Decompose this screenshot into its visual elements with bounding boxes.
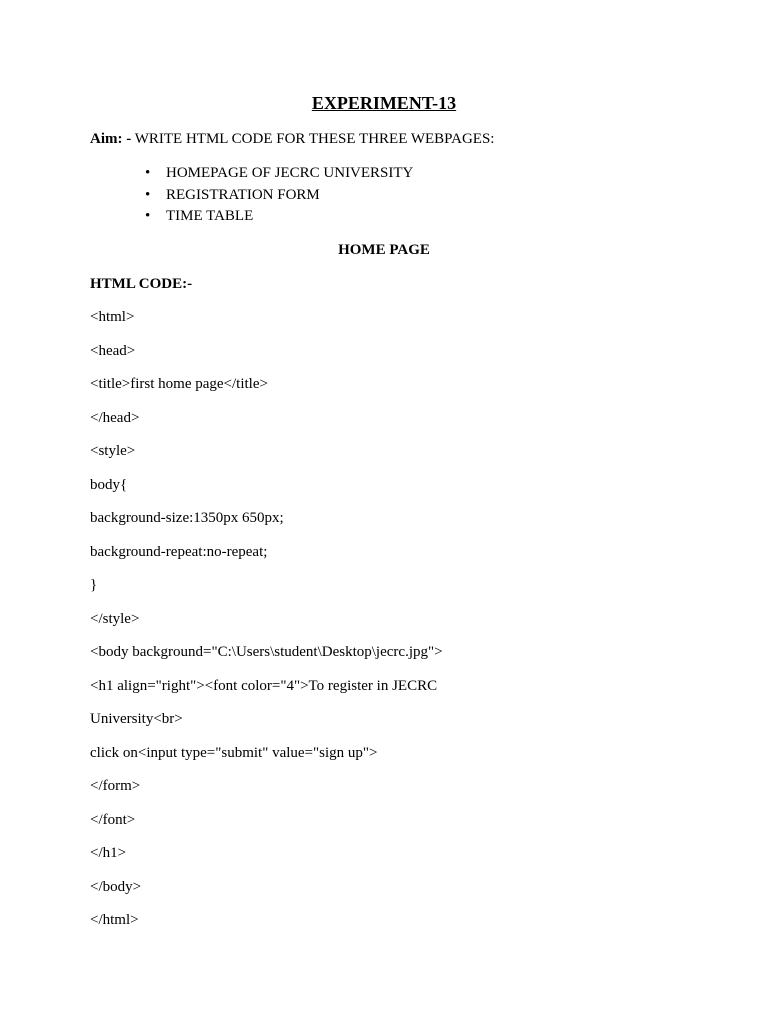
code-line: <title>first home page</title> [90,376,268,392]
aim-label: Aim: - [90,131,132,147]
code-listing [90,307,443,944]
list-item [145,163,413,185]
bullet-icon: • [145,186,151,203]
code-line: <h1 align="right"><font color="4">To register in JECRC [90,677,438,694]
code-heading: HTML CODE:- [90,276,193,292]
bullet-icon: • [145,208,151,224]
webpage-list [145,163,413,228]
code-line: } [90,577,98,593]
code-line: </head> [90,409,140,426]
list-item-text: TIME TABLE [166,208,254,224]
list-item-text: REGISTRATION FORM [166,186,320,203]
aim-text: WRITE HTML CODE FOR THESE THREE WEBPAGES: [131,131,495,147]
code-line: </html> [90,912,139,928]
code-line: <head> [90,342,136,359]
code-line: background-size:1350px 650px; [90,510,284,526]
code-line: <body background="C:\Users\student\Desktop\jecrc.jpg"> [90,644,443,660]
list-item-text: HOMEPAGE OF JECRC UNIVERSITY [166,165,414,181]
section-heading: HOME PAGE [338,242,430,258]
code-line: </font> [90,811,136,828]
aim-statement [90,129,494,149]
list-item [145,185,413,207]
code-line: </style> [90,610,140,627]
code-line: </form> [90,778,141,794]
code-line: University<br> [90,711,183,727]
code-line: </body> [90,878,142,895]
list-item [145,206,413,228]
bullet-icon: • [145,165,151,181]
code-line: background-repeat:no-repeat; [90,543,268,560]
code-line: </h1> [90,845,127,861]
code-line: click on<input type="submit" value="sign up"> [90,744,378,761]
code-line: <html> [90,309,135,325]
code-line: body{ [90,476,128,493]
code-line: <style> [90,443,136,459]
experiment-title: EXPERIMENT-13 [311,93,457,113]
